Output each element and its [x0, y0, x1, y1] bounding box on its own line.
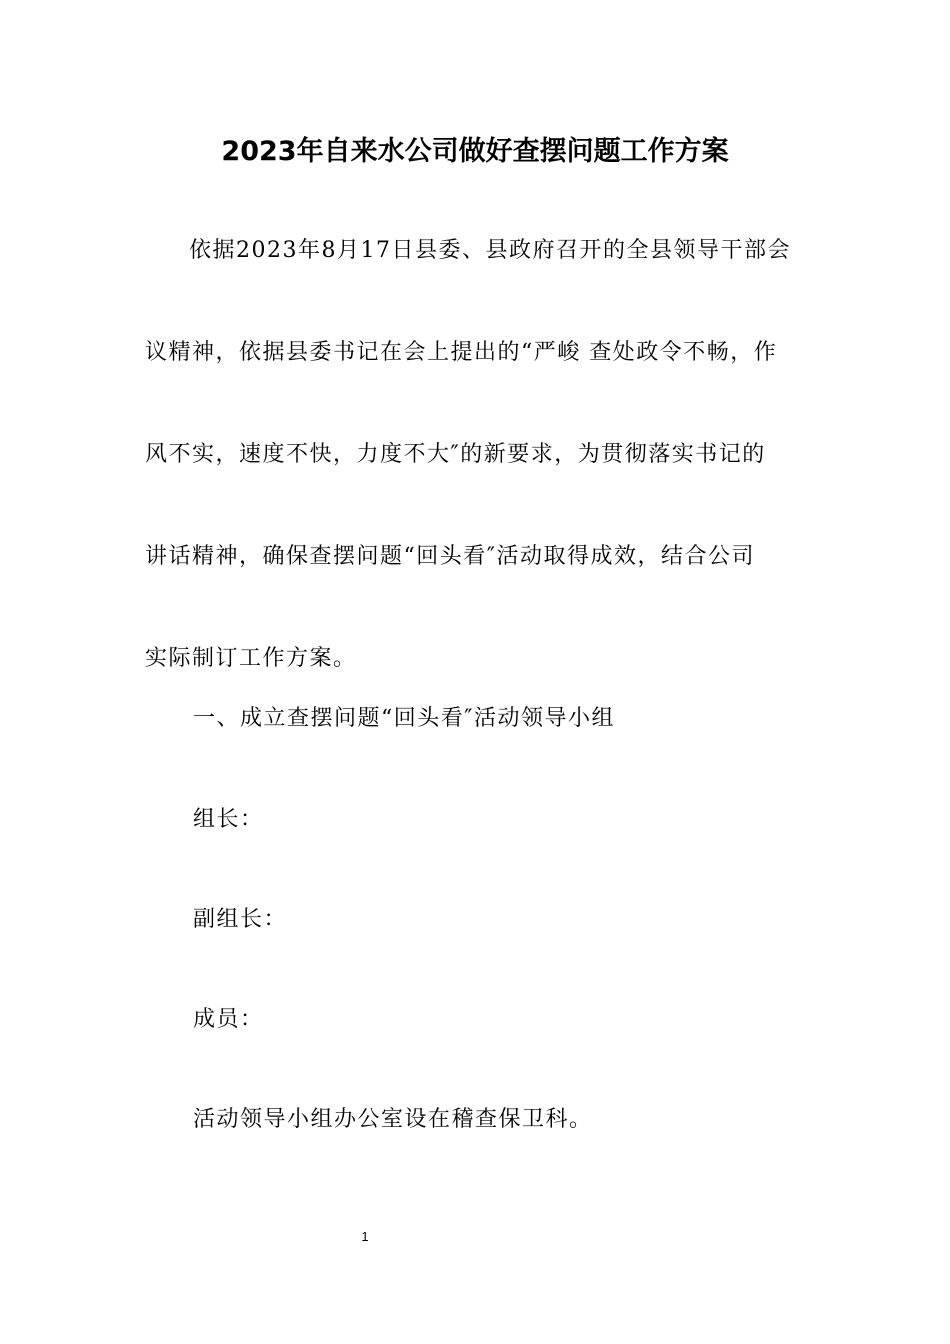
leader-label: 组长： [193, 807, 264, 832]
intro-line: 实际制订工作方案。 [145, 646, 357, 671]
deputy-leader-label: 副组长： [193, 907, 288, 932]
members-label: 成员： [193, 1007, 264, 1032]
intro-line: 讲话精神，确保查摆问题“回头看″活动取得成效，结合公司 [145, 544, 755, 569]
document-title: 2023年自来水公司做好查摆问题工作方案 [221, 136, 729, 167]
office-note: 活动领导小组办公室设在稽查保卫科。 [193, 1107, 593, 1132]
intro-line: 议精神，依据县委书记在会上提出的“严峻 查处政令不畅，作 [145, 340, 778, 365]
intro-paragraph [145, 200, 805, 710]
intro-line: 依据2023年8月17日县委、县政府召开的全县领导干部会 [189, 238, 791, 263]
intro-line: 风不实，速度不快，力度不大″的新要求，为贯彻落实书记的 [145, 442, 766, 467]
page-number: 1 [361, 1229, 369, 1244]
section-heading: 一、成立查摆问题“回头看″活动领导小组 [193, 706, 615, 731]
